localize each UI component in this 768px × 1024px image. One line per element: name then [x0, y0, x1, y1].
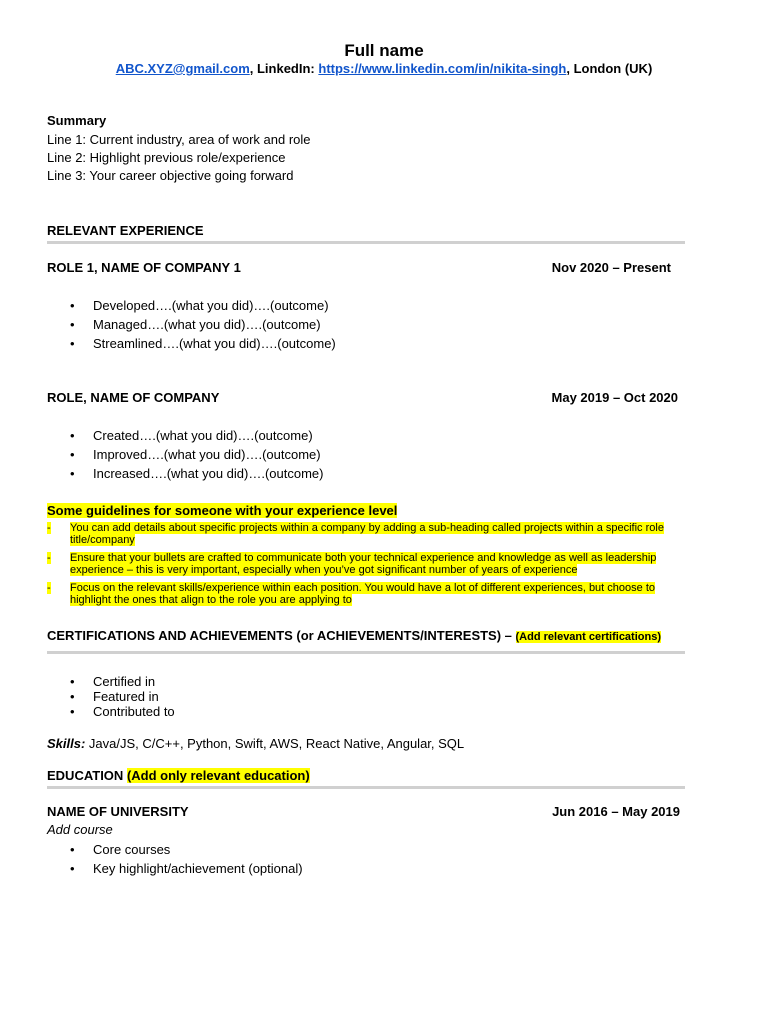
- bullet-glyph: •: [70, 689, 75, 704]
- section-divider: [47, 786, 685, 789]
- bullet-text: Streamlined….(what you did)….(outcome): [93, 336, 336, 351]
- summary-line: Line 1: Current industry, area of work and role: [47, 132, 311, 147]
- linkedin-link[interactable]: https://www.linkedin.com/in/nikita-singh: [318, 61, 567, 76]
- bullet-glyph: •: [70, 861, 75, 876]
- resume-name: Full name: [344, 41, 424, 60]
- education-dates: Jun 2016 – May 2019: [552, 804, 680, 819]
- bullet-text: Contributed to: [93, 704, 175, 719]
- bullet-text: Core courses: [93, 842, 171, 857]
- contact-line: [0, 61, 768, 76]
- skills-label: Skills:: [47, 736, 86, 751]
- list-item: [70, 447, 321, 462]
- list-item: [70, 336, 336, 351]
- list-item: [70, 689, 159, 704]
- list-item: [70, 842, 170, 857]
- list-item: [70, 674, 155, 689]
- list-item: [70, 704, 175, 719]
- university-name: NAME OF UNIVERSITY: [47, 804, 189, 819]
- bullet-text: Improved….(what you did)….(outcome): [93, 447, 321, 462]
- guideline-text: Focus on the relevant skills/experience within each position. You would have a lot of different experiences, but choose to highlight the ones that align to the role you are applying to: [70, 582, 655, 606]
- list-item: [70, 466, 323, 481]
- contact-separator: , LinkedIn:: [249, 61, 319, 76]
- summary-heading: Summary: [47, 113, 107, 128]
- bullet-glyph: •: [70, 336, 75, 351]
- role-title: ROLE, NAME OF COMPANY: [47, 390, 220, 405]
- role-dates: Nov 2020 – Present: [551, 260, 671, 275]
- guideline-item: [47, 552, 687, 576]
- guideline-item: [47, 522, 687, 546]
- experience-heading: RELEVANT EXPERIENCE: [47, 223, 204, 238]
- summary-line: Line 3: Your career objective going forward: [47, 168, 294, 183]
- bullet-text: Managed….(what you did)….(outcome): [93, 317, 321, 332]
- bullet-glyph: •: [70, 704, 75, 719]
- education-heading: [47, 768, 310, 783]
- list-item: [70, 298, 329, 313]
- section-divider: [47, 241, 685, 244]
- role-dates: May 2019 – Oct 2020: [551, 390, 678, 405]
- bullet-glyph: •: [70, 317, 75, 332]
- dash-marker: -: [47, 582, 51, 594]
- course-label: Add course: [47, 822, 113, 837]
- skills-value: Java/JS, C/C++, Python, Swift, AWS, React Native, Angular, SQL: [85, 736, 465, 751]
- dash-marker: -: [47, 522, 51, 534]
- list-item: [70, 428, 313, 443]
- bullet-glyph: •: [70, 298, 75, 313]
- skills-line: [47, 736, 464, 751]
- certifications-heading: [47, 628, 661, 643]
- bullet-text: Certified in: [93, 674, 156, 689]
- guidelines-heading: Some guidelines for someone with your experience level: [47, 503, 398, 518]
- summary-line: Line 2: Highlight previous role/experience: [47, 150, 286, 165]
- guideline-text: You can add details about specific projects within a company by adding a sub-heading called projects within a specific role title/company: [70, 522, 664, 546]
- bullet-text: Key highlight/achievement (optional): [93, 861, 303, 876]
- email-link[interactable]: ABC.XYZ@gmail.com: [115, 61, 250, 76]
- bullet-text: Developed….(what you did)….(outcome): [93, 298, 329, 313]
- location-text: , London (UK): [566, 61, 653, 76]
- bullet-glyph: •: [70, 674, 75, 689]
- dash-marker: -: [47, 552, 51, 564]
- bullet-glyph: •: [70, 428, 75, 443]
- guideline-text: Ensure that your bullets are crafted to communicate both your technical experience and knowledge as well as leadership experience – this is very important, especially when you’ve got significant number of years of experience: [70, 552, 657, 576]
- bullet-text: Increased….(what you did)….(outcome): [93, 466, 324, 481]
- bullet-glyph: •: [70, 447, 75, 462]
- bullet-glyph: •: [70, 466, 75, 481]
- list-item: [70, 861, 303, 876]
- list-item: [70, 317, 321, 332]
- certifications-title: CERTIFICATIONS AND ACHIEVEMENTS (or ACHIEVEMENTS/INTERESTS) –: [47, 628, 516, 643]
- role-title: ROLE 1, NAME OF COMPANY 1: [47, 260, 241, 275]
- bullet-glyph: •: [70, 842, 75, 857]
- bullet-text: Created….(what you did)….(outcome): [93, 428, 313, 443]
- bullet-text: Featured in: [93, 689, 159, 704]
- guideline-item: [47, 582, 687, 606]
- section-divider: [47, 651, 685, 654]
- education-title: EDUCATION: [47, 768, 127, 783]
- certifications-note: (Add relevant certifications): [515, 631, 661, 643]
- education-note: (Add only relevant education): [126, 768, 310, 783]
